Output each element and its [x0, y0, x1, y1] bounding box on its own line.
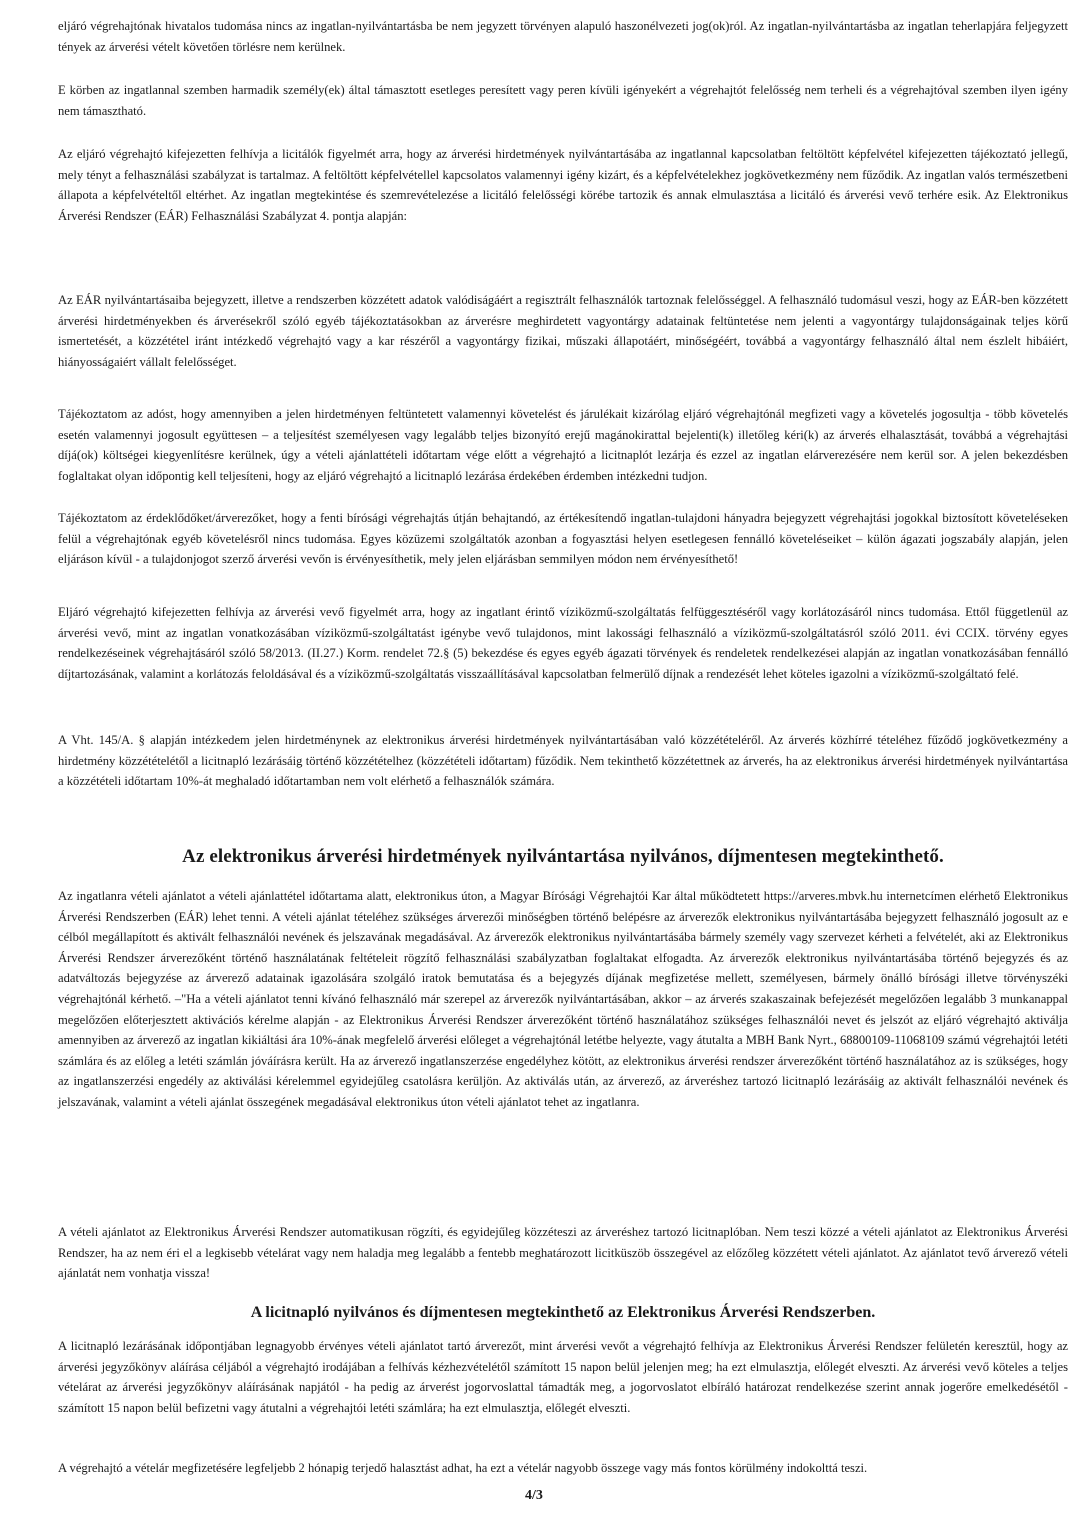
- paragraph-ear-rules: Az EÁR nyilvántartásaiba bejegyzett, illetve a rendszerben közzétett adatok valódiságáért a regisztrált felhasználók tartoznak felelősséggel. A felhasználó tudomásul veszi, hogy az EÁR-ben közzétett árverési hirdetményekben és árverésekről szóló egyéb tájékoztatásokban az árverésre meghirdetett vagyontárgy adatainak feltüntetése nem jelenti a vagyontárgy tulajdonságainak teljes körű ismertetését, a közzététel iránt intézkedő végrehajtó vagy a kar részéről a vagyontárgy fizikai, műszaki állapotáért, minőségéért, továbbá a vagyontárgy felhasználó által nem észlelt hibáiért, hiányosságaiért vállalt felelősséget.: [58, 293, 1068, 369]
- heading-bid-log: A licitnapló nyilvános és díjmentesen megtekinthető az Elektronikus Árverési Rendszerben.: [250, 1304, 876, 1321]
- paragraph-usufruct: eljáró végrehajtónak hivatalos tudomása nincs az ingatlan-nyilvántartásba be nem jegyzett törvényen alapuló haszonélvezeti jog(ok)ról. Az ingatlan-nyilvántartásba az ingatlan teherlapjára feljegyzett tények az árverési vételt követően törlésre nem kerülnek.: [58, 19, 1068, 54]
- paragraph-bid-recording: A vételi ajánlatot az Elektronikus Árverési Rendszer automatikusan rögzíti, és egyidejűleg közzéteszi az árveréshez tartozó licitnaplóban. Nem teszi közzé a vételi ajánlatot az Elektronikus Árverési Rendszer, ha az nem éri el a legkisebb vételárat vagy nem haladja meg legalább a fentebb meghatározott licitküszöb összegével az előzőleg közzétett vételi ajánlatot. Az ajánlatot tevő árverező vételi ajánlatát nem vonhatja vissza!: [58, 1225, 1068, 1281]
- paragraph-vht-publication: A Vht. 145/A. § alapján intézkedem jelen hirdetménynek az elektronikus árverési hirdetmények nyilvántartásában való közzétételéről. Az árverés közhírré tételéhez fűződő jogkövetkezmény a hirdetmény közzétételétől a licitnapló lezárásáig történő közzétételhez (közzétételi időtartam) fűződik. Nem tekinthető közzétettnek az árverés, ha az elektronikus árverési hirdetmények nyilvántartása a közzétételi időtartam 10%-át meghaladó időtartamban nem volt elérhető a felhasználók számára.: [58, 733, 1068, 789]
- paragraph-bidders-info: Tájékoztatom az érdeklődőket/árverezőket, hogy a fenti bírósági végrehajtás útján behajtandó, az értékesítendő ingatlan-tulajdoni hányadra bejegyzett végrehajtási jogokkal biztosított követeléseken felül a végrehajtónak egyéb követelésről nincs tudomása. Egyes közüzemi szolgáltatók azonban a fogyasztási helyen esetlegesen fennálló követeléseiket – külön ágazati jogszabály alapján, jelen eljáráson kívül - a tulajdonjogot szerző árverési vevőn is érvényesíthetik, mely jelen eljárásban semmilyen módon nem érvényesíthető!: [58, 511, 1068, 567]
- paragraph-third-party-claims: E körben az ingatlannal szemben harmadik személy(ek) által támasztott esetleges peresített vagy peren kívüli igényekért a végrehajtót felelősség nem terheli és a végrehajtóval szemben ilyen igény nem támasztható.: [58, 83, 1068, 118]
- paragraph-water-utility: Eljáró végrehajtó kifejezetten felhívja az árverési vevő figyelmét arra, hogy az ingatlant érintő víziközmű-szolgáltatás felfüggesztéséről vagy korlátozásáról nincs tudomása. Ettől függetlenül az árverési vevő, mint az ingatlan vonatkozásában víziközmű-szolgáltatást igénybe vevő tulajdonos, mint lakossági felhasználó a víziközmű-szolgáltatásról szóló 2011. évi CCIX. törvény egyes rendelkezéseinek végrehajtásáról szóló 58/2013. (II.27.) Korm. rendelet 72.§ (5) bekezdése és egyes egyéb ágazati törvények és rendeletek rendelkezései alapján az ingatlan vonatkozásában fennálló díjtartozásának, valamint a korlátozás feloldásával és a víziközmű-szolgáltatás visszaállításával kapcsolatban felmerülő díjnak a rendezését lehet köteles igazolni a víziközmű-szolgáltató felé.: [58, 605, 1068, 681]
- paragraph-bidding-process: Az ingatlanra vételi ajánlatot a vételi ajánlattétel időtartama alatt, elektronikus úton, a Magyar Bírósági Végrehajtói Kar által működtetett https://arveres.mbvk.hu internetcímen elérhető Elektronikus Árverési Rendszerben (EÁR) lehet tenni. A vételi ajánlat tételéhez szükséges árverezői minőségben történő belépésre az árverezők elektronikus nyilvántartásába bejegyzett felhasználó jogosult az e célból megállapított és aktivált felhasználói nevének és jelszavának megadásával. Az árverezők elektronikus nyilvántartásába bármely személy vagy szervezet kérheti a felvételét, aki az Elektronikus Árverési Rendszer árverezőként történő használatának feltételeit rögzítő felhasználási szabályzatban foglaltakat elfogadta. Az árverezők elektronikus nyilvántartásába történő bejegyzés és az adatváltozás bejegyzése az árverező adatainak igazolására szolgáló iratok bemutatása és a bejegyzés díjának megfizetése mellett, személyesen, bármely önálló bírósági illetve törvényszéki végrehajtónál kérhető. –"Ha a vételi ajánlatot tenni kívánó felhasználó már szerepel az árverezők nyilvántartásában, akkor – az árverés szakaszainak befejezését megelőzően legalább 3 munkanappal megelőzően előterjesztett aktivációs kérelme alapján - az Elektronikus Árverési Rendszer árverezőként történő használatához szükséges felhasználói nevet és jelszót az eljáró végrehajtó aktiválja amennyiben az árverező az ingatlan kikiáltási ára 10%-ának megfelelő árverési előleget a végrehajtónál letétbe helyezte, vagy átutalta a MBH Bank Nyrt., 68800109-11068109 számú végrehajtói letéti számlára és az előleg a letéti számlán jóváírásra került. Ha az árverező ingatlanszerzése engedélyhez kötött, az elektronikus árverési rendszer árverezőként történő használatához az is szükséges, hogy az ingatlanszerzési engedély az aktiválási kérelemmel egyidejűleg csatolásra kerüljön. Az aktiválás után, az árverező, az árveréshez tartozó licitnapló lezárásáig az aktivált felhasználói nevének és jelszavának, valamint a vételi ajánlat összegének megadásával elektronikus úton vételi ajánlatot tehet az ingatlanra.: [58, 889, 1068, 1109]
- paragraph-debtor-info: Tájékoztatom az adóst, hogy amennyiben a jelen hirdetményen feltüntetett valamennyi követelést és járulékait kizárólag eljáró végrehajtónál megfizeti vagy a követelés jogosultja - több követelés esetén valamennyi jogosult együttesen – a teljesítést személyesen vagy legalább teljes bizonyító erejű magánokirattal bejelenti(k) illetőleg kéri(k) az árverés elhalasztását, továbbá a végrehajtási díjá(ok) költségei kiegyenlítésre kerülnek, úgy a vételi ajánlattételi időtartam vége előtt a végrehajtó a licitnaplót lezárja és ezzel az ingatlan elárverezésére nem kerül sor. A jelen bekezdésben foglaltakat olyan időpontig kell teljesíteni, hogy az eljáró végrehajtó a licitnapló lezárása érdekében érdemben intézkedni tudjon.: [58, 407, 1068, 483]
- paragraph-photo-notice: Az eljáró végrehajtó kifejezetten felhívja a licitálók figyelmét arra, hogy az árverési hirdetmények nyilvántartásába az ingatlannal kapcsolatban feltöltött képfelvétel kifejezetten tájékoztató jellegű, mely tényt a felhasználási szabályzat is tartalmaz. A feltöltött képfelvétellel kapcsolatos valamennyi igény kizárt, és a képfelvételekhez jogkövetkezmény nem fűződik. Az ingatlan valós természetbeni állapota a képfelvételtől eltérhet. Az ingatlan megtekintése és szemrevételezése a licitáló felelősségi körébe tartozik és annak elmulasztása a licitáló és árverési vevő terhére esik. Az Elektronikus Árverési Rendszer (EÁR) Felhasználási Szabályzat 4. pontja alapján:: [58, 147, 1068, 223]
- page-number: 4/3: [525, 1488, 543, 1503]
- paragraph-payment-deferral: A végrehajtó a vételár megfizetésére legfeljebb 2 hónapig terjedő halasztást adhat, ha ezt a vételár nagyobb összege vagy más fontos körülmény indokolttá teszi.: [58, 1461, 868, 1475]
- paragraph-winning-bidder: A licitnapló lezárásának időpontjában legnagyobb érvényes vételi ajánlatot tartó árverezőt, mint árverési vevőt a végrehajtó felhívja az Elektronikus Árverési Rendszer felületén keresztül, hogy az árverési jegyzőkönyv aláírása céljából a végrehajtó irodájában a felhívás kézhezvételétől számított 15 napon belül jelenjen meg; ha ezt elmulasztja, előlegét elveszti. Az árverési vevő köteles a teljes vételárat az árverési jegyzőkönyv aláírásának napjától - ha pedig az árverést jogorvoslattal támadták meg, a jogorvoslatot elbíráló határozat rendelkezése szerint annak jogerőre emelkedésétől - számított 15 napon belül befizetni vagy átutalni a végrehajtói letéti számlára; ha ezt elmulasztja, előlegét elveszti.: [58, 1339, 1068, 1415]
- heading-public-registry: Az elektronikus árverési hirdetmények nyilvántartása nyilvános, díjmentesen megtekinthető.: [182, 846, 944, 867]
